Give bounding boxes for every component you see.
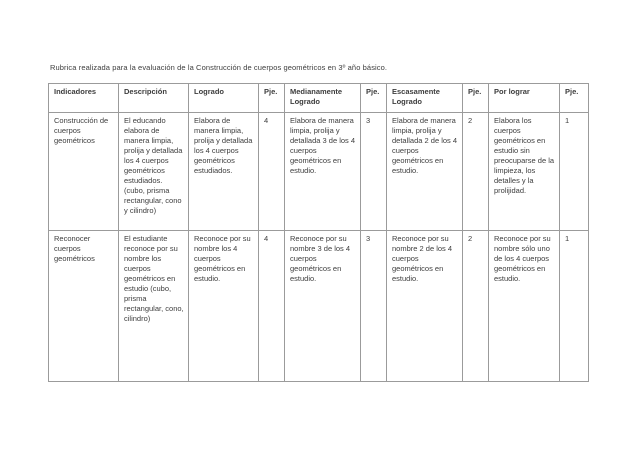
cell-pje-logrado: 4 [259,113,285,231]
page-title: Rubrica realizada para la evaluación de la Construcción de cuerpos geométricos en 3º año básico. [50,63,388,72]
cell-pje-escasamente: 2 [463,113,489,231]
cell-escasamente-logrado: Elabora de manera limpia, prolija y detallada 2 de los 4 cuerpos geométricos en estudio. [387,113,463,231]
header-pje-3: Pje. [463,84,489,113]
header-pje-2: Pje. [361,84,387,113]
cell-logrado: Reconoce por su nombre los 4 cuerpos geométricos en estudio. [189,231,259,382]
cell-pje-logrado: 4 [259,231,285,382]
table-row [49,113,589,231]
cell-por-lograr: Elabora los cuerpos geométricos en estudio sin preocuparse de la limpieza, los detalles y la prolijidad. [489,113,560,231]
header-pje-1: Pje. [259,84,285,113]
header-pje-4: Pje. [560,84,589,113]
cell-pje-por-lograr: 1 [560,113,589,231]
cell-indicador: Reconocer cuerpos geométricos [49,231,119,382]
cell-pje-medianamente: 3 [361,113,387,231]
cell-pje-por-lograr: 1 [560,231,589,382]
cell-descripcion: El educando elabora de manera limpia, prolija y detallada los 4 cuerpos geométricos estudiados. (cubo, prisma rectangular, cono y cilindro) [119,113,189,231]
cell-medianamente-logrado: Reconoce por su nombre 3 de los 4 cuerpos geométricos en estudio. [285,231,361,382]
cell-indicador: Construcción de cuerpos geométricos [49,113,119,231]
table-row [49,231,589,382]
header-logrado: Logrado [189,84,259,113]
cell-medianamente-logrado: Elabora de manera limpia, prolija y detallada 3 de los 4 cuerpos geométricos en estudio. [285,113,361,231]
cell-descripcion: El estudiante reconoce por su nombre los cuerpos geométricos en estudio (cubo, prisma rectangular, cono, cilindro) [119,231,189,382]
cell-pje-medianamente: 3 [361,231,387,382]
cell-pje-escasamente: 2 [463,231,489,382]
table-header-row [49,84,589,113]
header-escasamente-logrado: Escasamente Logrado [387,84,463,113]
cell-logrado: Elabora de manera limpia, prolija y detallada los 4 cuerpos geométricos estudiados. [189,113,259,231]
header-medianamente-logrado: Medianamente Logrado [285,84,361,113]
cell-escasamente-logrado: Reconoce por su nombre 2 de los 4 cuerpos geométricos en estudio. [387,231,463,382]
header-descripcion: Descripción [119,84,189,113]
header-por-lograr: Por lograr [489,84,560,113]
rubric-table [48,83,589,382]
header-indicadores: Indicadores [49,84,119,113]
cell-por-lograr: Reconoce por su nombre sólo uno de los 4 cuerpos geométricos en estudio. [489,231,560,382]
